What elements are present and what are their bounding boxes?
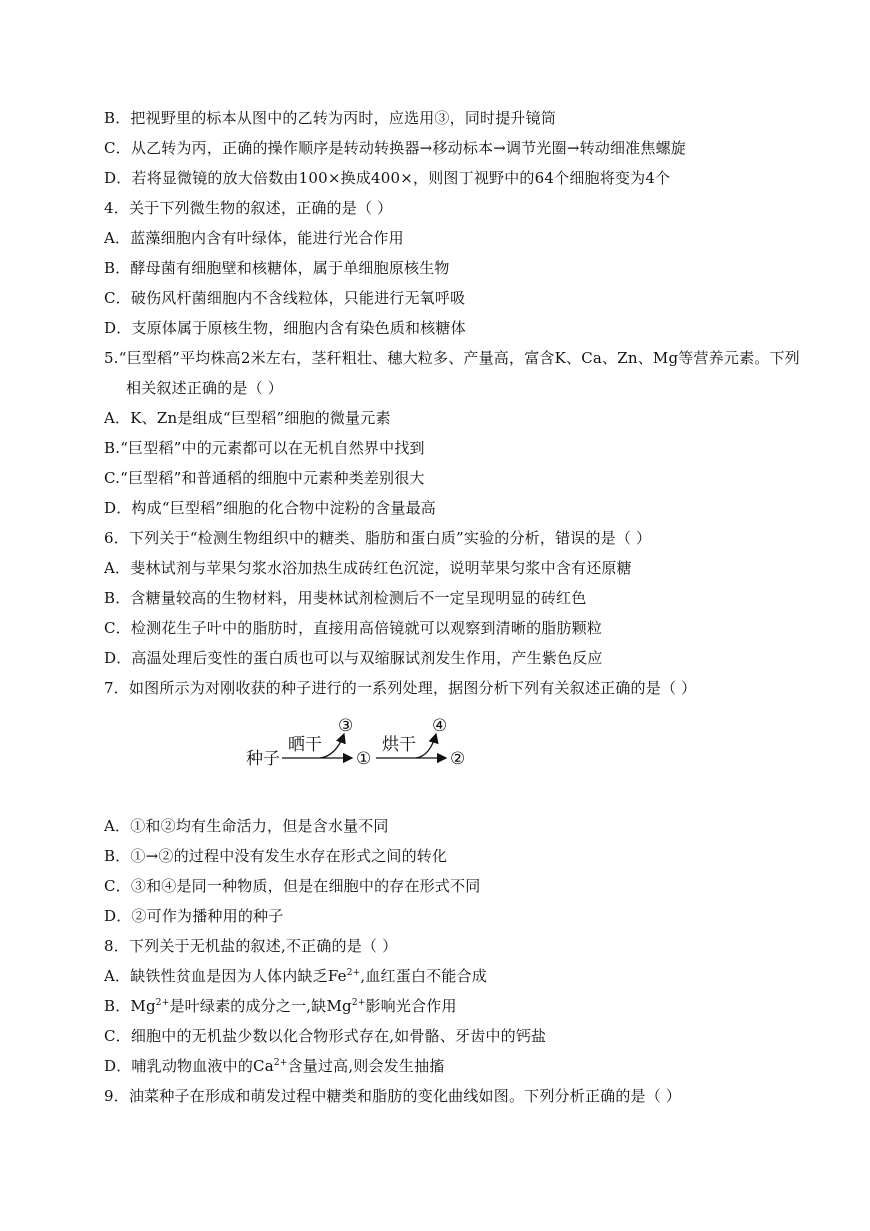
q3-option-d: D．若将显微镜的放大倍数由100×换成400×，则图丁视野中的64个细胞将变为4个	[104, 169, 671, 187]
diagram-step1-label: 晒干	[288, 735, 322, 755]
q5-option-c: C.“巨型稻”和普通稻的细胞中元素种类差别很大	[104, 469, 425, 487]
diagram-branch-arrow-1	[320, 734, 344, 758]
q8-option-d	[104, 1056, 445, 1076]
q8-option-a-text-end: ,血红蛋白不能合成	[360, 967, 487, 985]
q5-option-a: A．K、Zn是组成“巨型稻”细胞的微量元素	[104, 409, 391, 427]
q6-option-c: C．检测花生子叶中的脂肪时，直接用高倍镜就可以观察到清晰的脂肪颗粒	[104, 619, 603, 637]
q5-stem-line1: 5.“巨型稻”平均株高2米左右，茎秆粗壮、穗大粒多、产量高，富含K、Ca、Zn、Mg等营养元素。下列	[104, 349, 800, 367]
q5-option-b: B.“巨型稻”中的元素都可以在无机自然界中找到	[104, 439, 425, 457]
q7-option-c: C．③和④是同一种物质，但是在细胞中的存在形式不同	[104, 877, 481, 895]
diagram-node-1: ①	[356, 749, 372, 769]
q8-option-b-text: B．Mg	[104, 997, 156, 1015]
q6-stem: 6．下列关于“检测生物组织中的糖类、脂肪和蛋白质”实验的分析，错误的是（ ）	[104, 529, 652, 547]
q3-option-c: C．从乙转为丙，正确的操作顺序是转动转换器→移动标本→调节光圈→转动细准焦螺旋	[104, 139, 686, 157]
q9-stem: 9．油菜种子在形成和萌发过程中糖类和脂肪的变化曲线如图。下列分析正确的是（ ）	[104, 1087, 682, 1105]
q4-option-a: A．蓝藻细胞内含有叶绿体，能进行光合作用	[104, 229, 404, 247]
diagram-seed-label: 种子	[246, 749, 280, 769]
q5-option-d: D．构成“巨型稻”细胞的化合物中淀粉的含量最高	[104, 499, 436, 517]
q6-option-b: B．含糖量较高的生物材料，用斐林试剂检测后不一定呈现明显的砖红色	[104, 589, 587, 607]
q8-option-b-charge: 2+	[155, 998, 170, 1008]
diagram-node-4: ④	[432, 716, 448, 736]
q4-option-b: B．酵母菌有细胞壁和核糖体，属于单细胞原核生物	[104, 259, 450, 277]
q4-stem: 4．关于下列微生物的叙述，正确的是（ ）	[104, 199, 393, 217]
diagram-branch-arrow-2	[416, 734, 436, 758]
q8-option-d-text: D．哺乳动物血液中的Ca	[104, 1057, 274, 1075]
seed-processing-diagram	[240, 712, 480, 776]
q8-stem: 8．下列关于无机盐的叙述,不正确的是（ ）	[104, 937, 398, 955]
q7-option-a: A．①和②均有生命活力，但是含水量不同	[104, 817, 389, 835]
q7-option-d: D．②可作为播种用的种子	[104, 907, 284, 925]
q3-option-b: B．把视野里的标本从图中的乙转为丙时，应选用③，同时提升镜筒	[104, 109, 557, 127]
q4-option-d: D．支原体属于原核生物，细胞内含有染色质和核糖体	[104, 319, 466, 337]
diagram-node-2: ②	[450, 749, 466, 769]
q8-option-d-text-end: 含量过高,则会发生抽搐	[287, 1057, 445, 1075]
diagram-node-3: ③	[338, 716, 354, 736]
q8-option-b-text-mid: 是叶绿素的成分之一,缺Mg	[169, 997, 352, 1015]
q8-option-d-charge: 2+	[273, 1058, 288, 1068]
diagram-step2-label: 烘干	[382, 735, 416, 755]
q4-option-c: C．破伤风杆菌细胞内不含线粒体，只能进行无氧呼吸	[104, 289, 466, 307]
q8-option-b-charge-2: 2+	[351, 998, 366, 1008]
q7-option-b: B．①→②的过程中没有发生水存在形式之间的转化	[104, 847, 448, 865]
q8-option-c: C．细胞中的无机盐少数以化合物形式存在,如骨骼、牙齿中的钙盐	[104, 1027, 547, 1045]
q8-option-b-text-end: 影响光合作用	[365, 997, 457, 1015]
q8-option-b	[104, 996, 457, 1016]
q6-option-a: A．斐林试剂与苹果匀浆水浴加热生成砖红色沉淀，说明苹果匀浆中含有还原糖	[104, 559, 632, 577]
q8-option-a	[104, 966, 487, 986]
q8-option-a-charge: 2+	[346, 968, 361, 978]
q6-option-d: D．高温处理后变性的蛋白质也可以与双缩脲试剂发生作用，产生紫色反应	[104, 649, 603, 667]
q8-option-a-text: A．缺铁性贫血是因为人体内缺乏Fe	[104, 967, 347, 985]
q7-stem: 7．如图所示为对刚收获的种子进行的一系列处理，据图分析下列有关叙述正确的是（ ）	[104, 679, 697, 697]
q5-stem-line2: 相关叙述正确的是（ ）	[126, 379, 283, 397]
